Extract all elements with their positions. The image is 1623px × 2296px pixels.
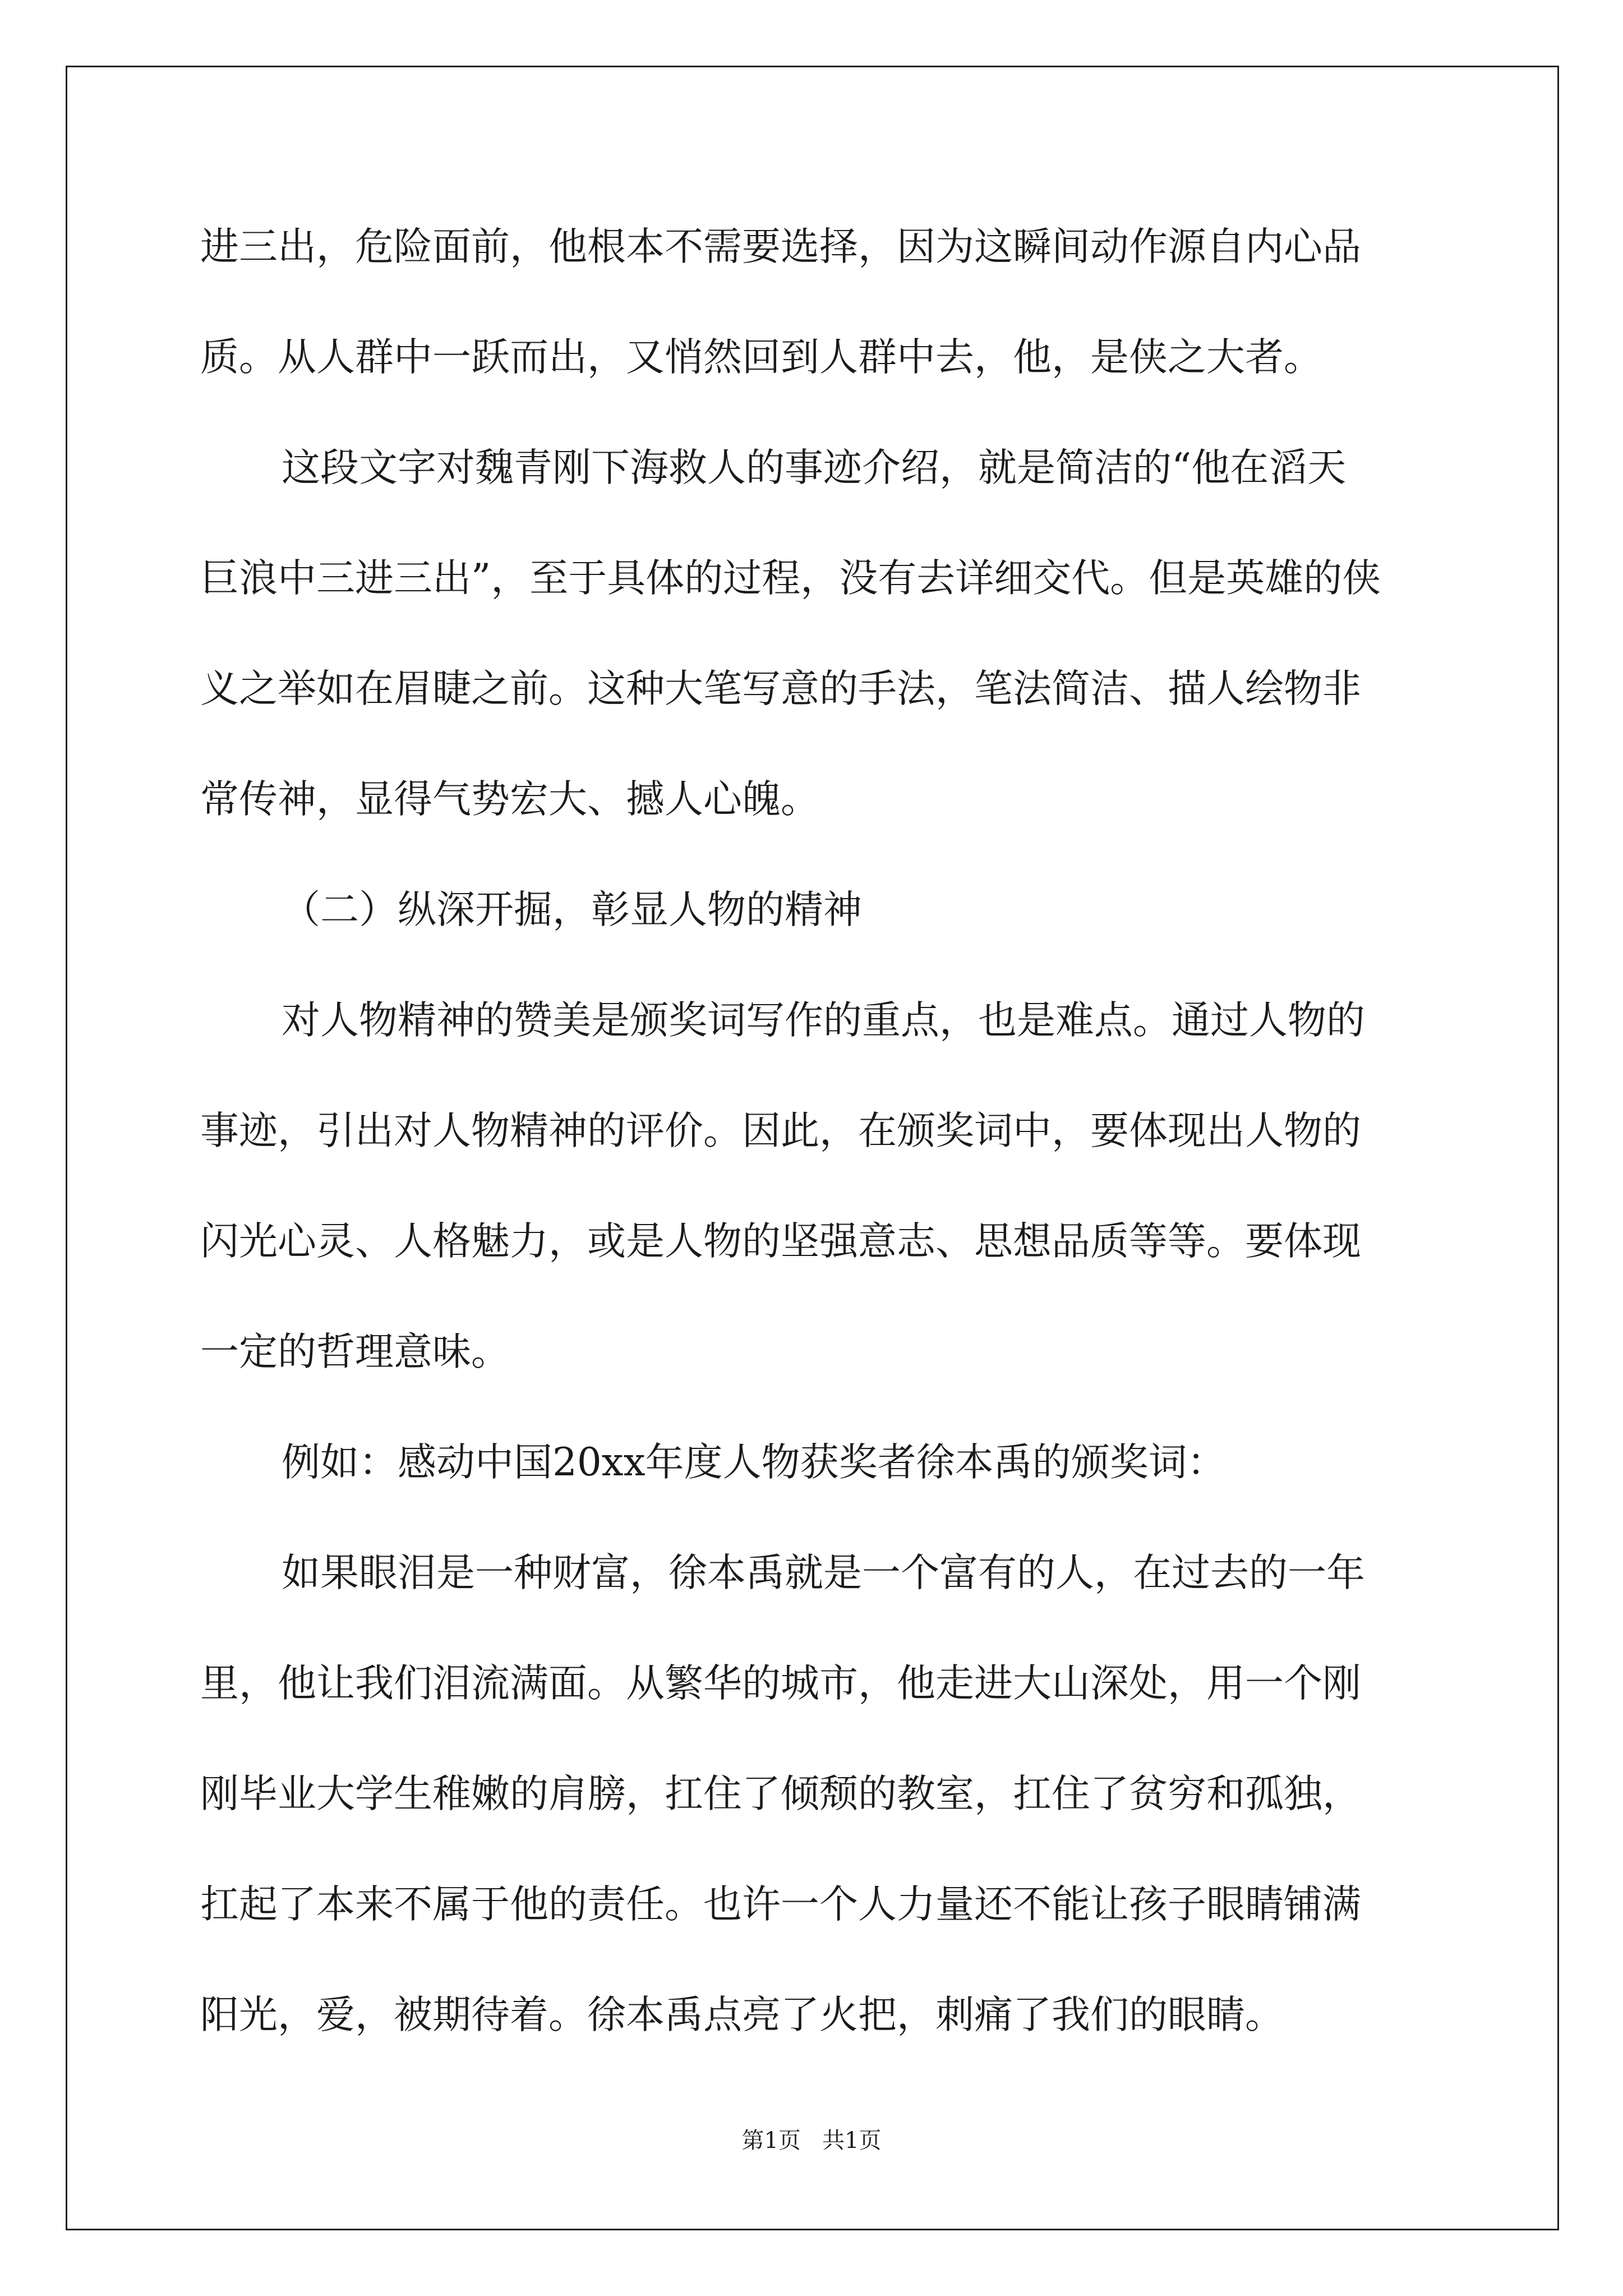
page-number-footer: 第1页 共1页 <box>741 2128 882 2154</box>
text-line: 闪光心灵、人格魅力，或是人物的坚强意志、思想品质等等。要体现 <box>200 1219 1361 1264</box>
text-line: 质。从人群中一跃而出，又悄然回到人群中去，他，是侠之大者。 <box>200 335 1322 380</box>
text-line: 如果眼泪是一种财富，徐本禹就是一个富有的人，在过去的一年 <box>282 1550 1365 1595</box>
text-line: 扛起了本来不属于他的责任。也许一个人力量还不能让孩子眼睛铺满 <box>200 1882 1361 1927</box>
text-line: 巨浪中三进三出”，至于具体的过程，没有去详细交代。但是英雄的侠 <box>200 556 1381 601</box>
text-line: 义之举如在眉睫之前。这种大笔写意的手法，笔法简洁、描人绘物非 <box>200 666 1361 711</box>
text-line: 进三出，危险面前，他根本不需要选择，因为这瞬间动作源自内心品 <box>200 224 1361 269</box>
text-line: 常传神，显得气势宏大、撼人心魄。 <box>200 777 819 822</box>
text-line: 对人物精神的赞美是颁奖词写作的重点，也是难点。通过人物的 <box>282 998 1365 1043</box>
section-heading: （二）纵深开掘，彰显人物的精神 <box>282 887 862 932</box>
text-line: 阳光，爱，被期待着。徐本禹点亮了火把，刺痛了我们的眼睛。 <box>200 1993 1284 2037</box>
text-line: 这段文字对魏青刚下海救人的事迹介绍，就是简洁的“他在滔天 <box>282 445 1347 490</box>
text-line: 刚毕业大学生稚嫩的肩膀，扛住了倾颓的教室，扛住了贫穷和孤独， <box>200 1772 1361 1816</box>
text-line: 事迹，引出对人物精神的评价。因此，在颁奖词中，要体现出人物的 <box>200 1108 1361 1153</box>
text-line: 例如：感动中国20xx年度人物获奖者徐本禹的颁奖词： <box>282 1440 1226 1485</box>
text-line: 里，他让我们泪流满面。从繁华的城市，他走进大山深处，用一个刚 <box>200 1661 1361 1706</box>
document-body <box>200 210 1434 2089</box>
text-line: 一定的哲理意味。 <box>200 1329 510 1374</box>
